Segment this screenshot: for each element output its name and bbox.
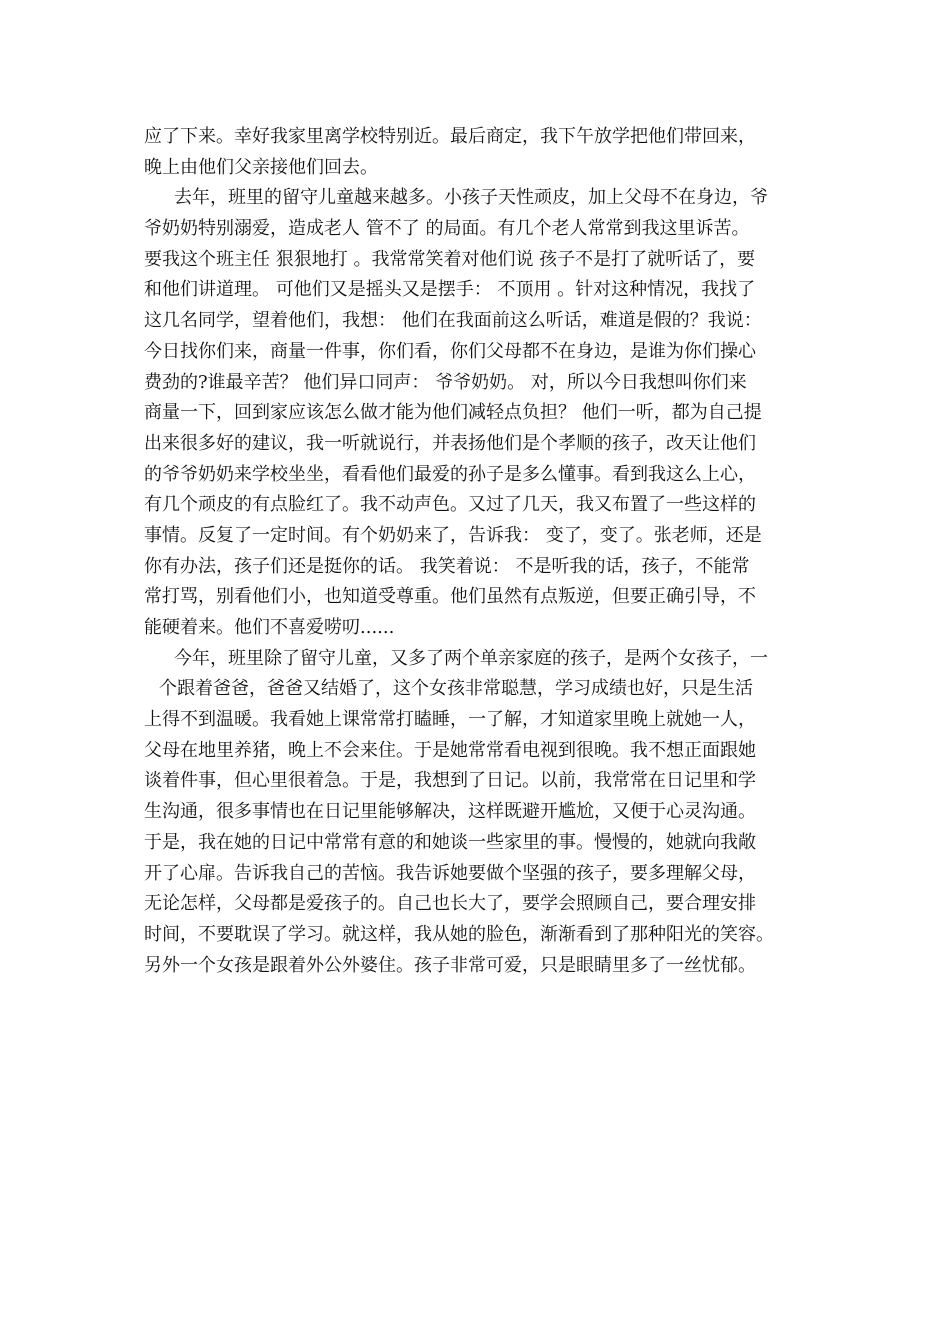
body-text — [144, 122, 809, 981]
text-line: 今日找你们来，商量一件事，你们看，你们父母都不在身边，是谁为你们操心 — [144, 340, 756, 362]
text-line: 开了心扉。告诉我自己的苦恼。我告诉她要做个坚强的孩子，要多理解父母， — [144, 862, 756, 884]
paragraph-start-line: 去年，班里的留守儿童越来越多。小孩子天性顽皮，加上父母不在身边，爷 — [174, 187, 768, 209]
text-line: 的爷爷奶奶来学校坐坐，看看他们最爱的孙子是多么懂事。看到我这么上心， — [144, 463, 756, 485]
text-line: 费劲的?谁最辛苦？ 他们异口同声： 爷爷奶奶。 对，所以今日我想叫你们来 — [144, 371, 747, 393]
text-line: 父母在地里养猪，晚上不会来住。于是她常常看电视到很晚。我不想正面跟她 — [144, 739, 756, 761]
text-line: 能硬着来。他们不喜爱唠叨...... — [144, 617, 395, 638]
text-line: 和他们讲道理。 可他们又是摇头又是摆手： 不顶用 。针对这种情况，我找了 — [144, 279, 756, 301]
text-line: 晚上由他们父亲接他们回去。 — [144, 156, 378, 178]
paragraph-start-line: 今年，班里除了留守儿童，又多了两个单亲家庭的孩子，是两个女孩子，一 — [174, 647, 768, 669]
text-line: 有几个顽皮的有点脸红了。我不动声色。又过了几天，我又布置了一些这样的 — [144, 494, 756, 516]
text-line: 谈着件事，但心里很着急。于是，我想到了日记。以前，我常常在日记里和学 — [144, 770, 756, 792]
text-line: 于是，我在她的日记中常常有意的和她谈一些家里的事。慢慢的，她就向我敞 — [144, 831, 756, 853]
text-line: 另外一个女孩是跟着外公外婆住。孩子非常可爱，只是眼睛里多了一丝忧郁。 — [144, 954, 756, 976]
text-line: 商量一下，回到家应该怎么做才能为他们减轻点负担？ 他们一听，都为自己提 — [144, 402, 762, 424]
text-line: 上得不到温暖。我看她上课常常打瞌睡，一了解，才知道家里晚上就她一人， — [144, 709, 756, 731]
text-line: 你有办法，孩子们还是挺你的话。 我笑着说： 不是听我的话，孩子，不能常 — [144, 555, 750, 577]
text-line: 爷奶奶特别溺爱，造成老人 管不了 的局面。有几个老人常常到我这里诉苦。 — [144, 218, 750, 240]
text-line: 事情。反复了一定时间。有个奶奶来了，告诉我： 变了，变了。张老师，还是 — [144, 524, 762, 546]
text-line: 出来很多好的建议，我一听就说行，并表扬他们是个孝顺的孩子，改天让他们 — [144, 432, 756, 454]
text-line: 这几名同学，望着他们，我想： 他们在我面前这么听话，难道是假的？我说： — [144, 310, 762, 332]
text-line: 应了下来。幸好我家里离学校特别近。最后商定，我下午放学把他们带回来， — [144, 126, 756, 147]
text-line: 时间，不要耽误了学习。就这样，我从她的脸色，渐渐看到了那种阳光的笑容。 — [144, 923, 774, 945]
text-line: 个跟着爸爸，爸爸又结婚了，这个女孩非常聪慧，学习成绩也好，只是生活 — [159, 678, 753, 700]
text-line: 常打骂，别看他们小，也知道受尊重。他们虽然有点叛逆，但要正确引导，不 — [144, 586, 756, 608]
text-line: 生沟通，很多事情也在日记里能够解决，这样既避开尴尬，又便于心灵沟通。 — [144, 801, 756, 823]
text-line: 无论怎样，父母都是爱孩子的。自己也长大了，要学会照顾自己，要合理安排 — [144, 893, 756, 915]
text-line: 要我这个班主任 狠狠地打 。我常常笑着对他们说 孩子不是打了就听话了，要 — [144, 248, 756, 270]
